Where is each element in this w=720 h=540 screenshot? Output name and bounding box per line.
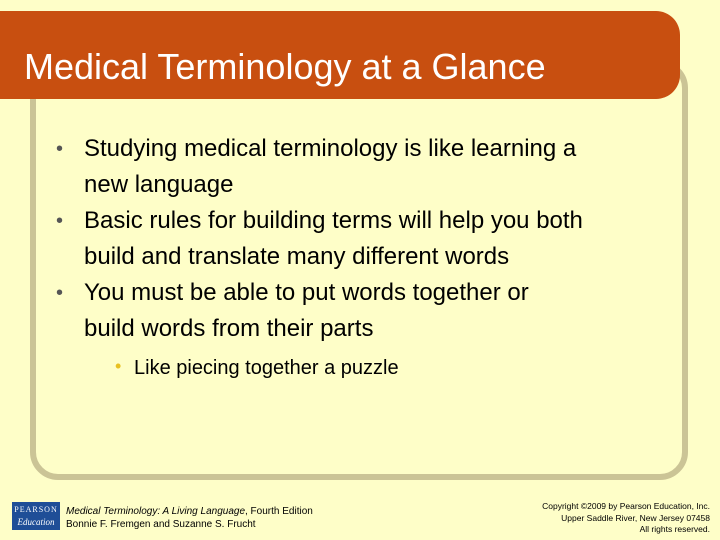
bullet-item xyxy=(56,131,686,203)
bullet-text-line2: new language xyxy=(84,171,234,198)
pearson-logo xyxy=(12,502,60,530)
bullet-icon: • xyxy=(56,282,64,304)
bullet-icon: • xyxy=(56,138,64,160)
bullet-text-line2: build words from their parts xyxy=(84,315,374,342)
bullet-text-line2: build and translate many different words xyxy=(84,243,510,270)
address-line: Upper Saddle River, New Jersey 07458 xyxy=(561,512,710,523)
bullet-icon: • xyxy=(56,210,64,232)
footer-book-title: Medical Terminology: A Living Language xyxy=(66,506,245,517)
footer-edition: , Fourth Edition xyxy=(245,506,313,517)
footer-book-line xyxy=(66,505,313,518)
bullet-text-line1: Studying medical terminology is like learning a xyxy=(84,135,577,162)
footer-authors: Bonnie F. Fremgen and Suzanne S. Frucht xyxy=(66,519,256,530)
bullet-text-line1: Basic rules for building terms will help you both xyxy=(84,207,583,234)
logo-top-text: PEARSON xyxy=(14,505,58,514)
subbullet-icon: • xyxy=(115,356,122,376)
subbullet-text: Like piecing together a puzzle xyxy=(134,357,399,379)
subbullet-item xyxy=(115,353,686,383)
footer-citation xyxy=(66,505,313,531)
slide-title: Medical Terminology at a Glance xyxy=(24,46,546,87)
bullet-item xyxy=(56,275,686,383)
subbullet-list xyxy=(84,353,686,383)
footer-copyright xyxy=(542,501,710,536)
copyright-line: Copyright ©2009 by Pearson Education, Inc. xyxy=(542,501,710,511)
title-bar xyxy=(0,11,680,99)
bullet-item xyxy=(56,203,686,275)
rights-line: All rights reserved. xyxy=(639,524,710,534)
bullet-text-line1: You must be able to put words together or xyxy=(84,279,529,306)
bullet-list xyxy=(56,131,686,383)
logo-bottom-text: Education xyxy=(17,517,55,527)
